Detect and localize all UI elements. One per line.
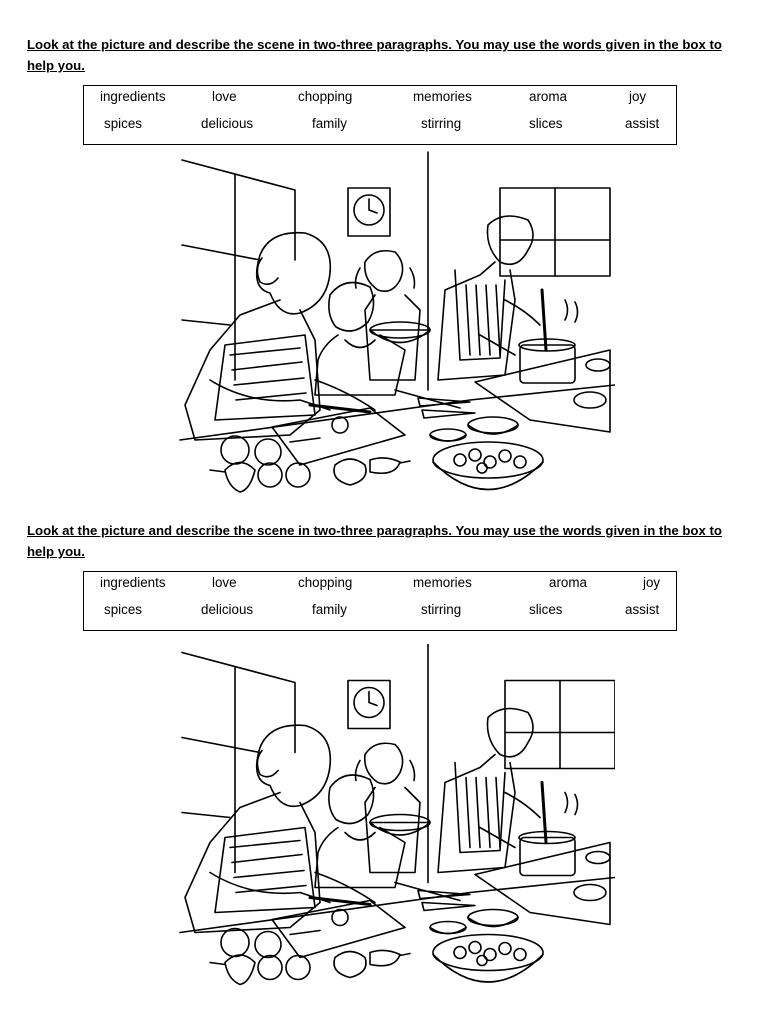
word-delicious: delicious (201, 116, 254, 131)
word-assist: assist (625, 116, 660, 131)
word-spices: spices (104, 602, 142, 617)
word-joy: joy (629, 89, 647, 104)
word-ingredients: ingredients (100, 575, 166, 590)
word-delicious: delicious (201, 602, 254, 617)
word-memories: memories (413, 575, 472, 590)
word-family: family (312, 116, 347, 131)
word-aroma: aroma (549, 575, 587, 590)
word-memories: memories (413, 89, 472, 104)
instruction-heading-2: Look at the picture and describe the scene in two-three paragraphs. You may use the words given in the box to help you. (27, 523, 722, 559)
word-box-2 (83, 571, 677, 631)
word-stirring: stirring (421, 116, 462, 131)
family-cooking-illustration-1 (170, 150, 615, 495)
word-box-1 (83, 85, 677, 145)
word-joy: joy (643, 575, 661, 590)
family-cooking-illustration-2 (170, 640, 615, 990)
word-stirring: stirring (421, 602, 462, 617)
word-chopping: chopping (298, 89, 353, 104)
word-assist: assist (625, 602, 660, 617)
word-family: family (312, 602, 347, 617)
word-spices: spices (104, 116, 142, 131)
word-aroma: aroma (529, 89, 567, 104)
word-slices: slices (529, 602, 563, 617)
word-chopping: chopping (298, 575, 353, 590)
word-slices: slices (529, 116, 563, 131)
word-love: love (212, 575, 237, 590)
word-ingredients: ingredients (100, 89, 166, 104)
instruction-heading-1: Look at the picture and describe the scene in two-three paragraphs. You may use the words given in the box to help you. (27, 37, 722, 73)
word-love: love (212, 89, 237, 104)
